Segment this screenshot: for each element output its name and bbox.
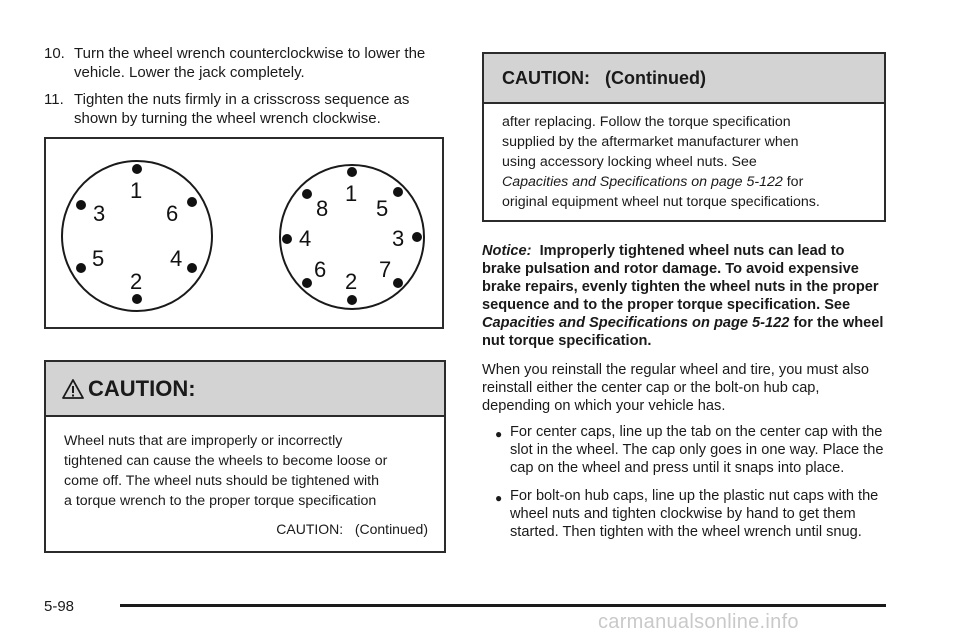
lug-nut-dot bbox=[347, 295, 357, 305]
caution-box bbox=[44, 360, 446, 553]
watermark: carmanualsonline.info bbox=[598, 611, 799, 633]
caution-line: a torque wrench to the proper torque specification bbox=[64, 493, 377, 509]
caution-line: original equipment wheel nut torque specifications. bbox=[502, 194, 820, 210]
spec-reference: Capacities and Specifications on page 5-122 bbox=[502, 174, 783, 190]
lug-nut-dot bbox=[76, 263, 86, 273]
caution-line: after replacing. Follow the torque specification bbox=[502, 114, 791, 130]
caution-line: using accessory locking wheel nuts. See bbox=[502, 154, 757, 170]
caution-continued-body bbox=[484, 104, 884, 212]
notice-reference: Capacities and Specifications on page 5-122 bbox=[482, 315, 790, 331]
step-item bbox=[44, 44, 446, 82]
sequence-label: 4 bbox=[299, 226, 312, 251]
footer-divider bbox=[120, 604, 886, 607]
sequence-label: 2 bbox=[345, 269, 358, 294]
page-number: 5-98 bbox=[44, 598, 75, 615]
five-lug-wheel bbox=[62, 161, 212, 311]
caution-line: Wheel nuts that are improperly or incorrectly bbox=[64, 433, 343, 449]
sequence-label: 1 bbox=[345, 181, 358, 206]
lug-nut-dot bbox=[393, 187, 403, 197]
notice-label: Notice: bbox=[482, 243, 532, 259]
lug-nut-dot bbox=[132, 294, 142, 304]
bullet-text: For center caps, line up the tab on the center cap with the slot in the wheel. The cap only goes in one way. Place the cap on the wheel and press until it snaps into place. bbox=[510, 424, 884, 476]
caution-line: supplied by the aftermarket manufacturer when bbox=[502, 134, 799, 150]
notice-text-end: for the wheel nut torque specification. bbox=[482, 315, 884, 349]
left-column bbox=[44, 44, 446, 136]
lug-nut-dot bbox=[347, 167, 357, 177]
sequence-label: 7 bbox=[379, 257, 392, 282]
lug-nut-dot bbox=[76, 200, 86, 210]
list-item bbox=[482, 487, 886, 541]
notice-text: Improperly tightened wheel nuts can lead to brake pulsation and rotor damage. To avoid expensive brake repairs, evenly tighten the wheel nuts in the proper sequence and to the proper torque specification. See bbox=[482, 243, 883, 313]
caution-line: tightened can cause the wheels to become loose or bbox=[64, 453, 388, 469]
step-number: 10. bbox=[44, 45, 65, 62]
lug-nut-dot bbox=[302, 278, 312, 288]
reference-tail: for bbox=[782, 174, 804, 190]
lug-nut-dot bbox=[187, 263, 197, 273]
bullet-text: For bolt-on hub caps, line up the plastic nut caps with the wheel nuts and tighten clockwise by hand to get them started. Then tighten with the wheel wrench until snug. bbox=[510, 488, 879, 540]
caution-title: CAUTION: bbox=[88, 375, 196, 401]
caution-continued-header bbox=[484, 54, 884, 104]
notice-paragraph bbox=[482, 242, 886, 350]
bullet-icon: ● bbox=[495, 491, 503, 505]
caution-continued-label: CAUTION: (Continued) bbox=[276, 521, 428, 537]
lug-nut-dot bbox=[393, 278, 403, 288]
sequence-label: 2 bbox=[130, 269, 143, 294]
lug-nut-sequence-figure bbox=[44, 137, 444, 329]
step-list bbox=[44, 44, 446, 128]
bullet-list bbox=[482, 423, 886, 541]
step-number: 11. bbox=[44, 91, 64, 108]
lug-nut-dot bbox=[282, 234, 292, 244]
sequence-label: 3 bbox=[392, 226, 405, 251]
sequence-label: 8 bbox=[316, 196, 329, 221]
sequence-label: 5 bbox=[92, 246, 105, 271]
warning-triangle-icon bbox=[62, 378, 84, 400]
lug-nut-dot bbox=[412, 232, 422, 242]
caution-line: come off. The wheel nuts should be tightened with bbox=[64, 473, 379, 489]
sequence-label: 4 bbox=[170, 246, 183, 271]
step-text: Turn the wheel wrench counterclockwise to lower the vehicle. Lower the jack completely. bbox=[74, 45, 426, 81]
sequence-label: 6 bbox=[314, 257, 327, 282]
caution-line bbox=[502, 172, 868, 192]
right-column bbox=[482, 52, 886, 551]
sequence-label: 3 bbox=[93, 201, 106, 226]
caution-body bbox=[46, 417, 444, 539]
step-item bbox=[44, 90, 446, 128]
lug-nut-dot bbox=[132, 164, 142, 174]
sequence-label: 6 bbox=[166, 201, 179, 226]
sequence-label: 5 bbox=[376, 196, 389, 221]
lug-nut-diagram bbox=[46, 139, 442, 327]
caution-continued-title: CAUTION: (Continued) bbox=[502, 67, 706, 88]
sequence-label: 1 bbox=[130, 178, 143, 203]
step-text: Tighten the nuts firmly in a crisscross sequence as shown by turning the wheel wrench clockwise. bbox=[74, 91, 410, 127]
caution-continued-box bbox=[482, 52, 886, 222]
eight-lug-wheel bbox=[280, 165, 424, 309]
reinstall-paragraph: When you reinstall the regular wheel and tire, you must also reinstall either the center cap or the bolt-on hub cap, depending on which your vehicle has. bbox=[482, 362, 869, 414]
caution-header bbox=[46, 362, 444, 417]
lug-nut-dot bbox=[187, 197, 197, 207]
list-item bbox=[482, 423, 886, 477]
lug-nut-dot bbox=[302, 189, 312, 199]
bullet-icon: ● bbox=[495, 427, 503, 441]
